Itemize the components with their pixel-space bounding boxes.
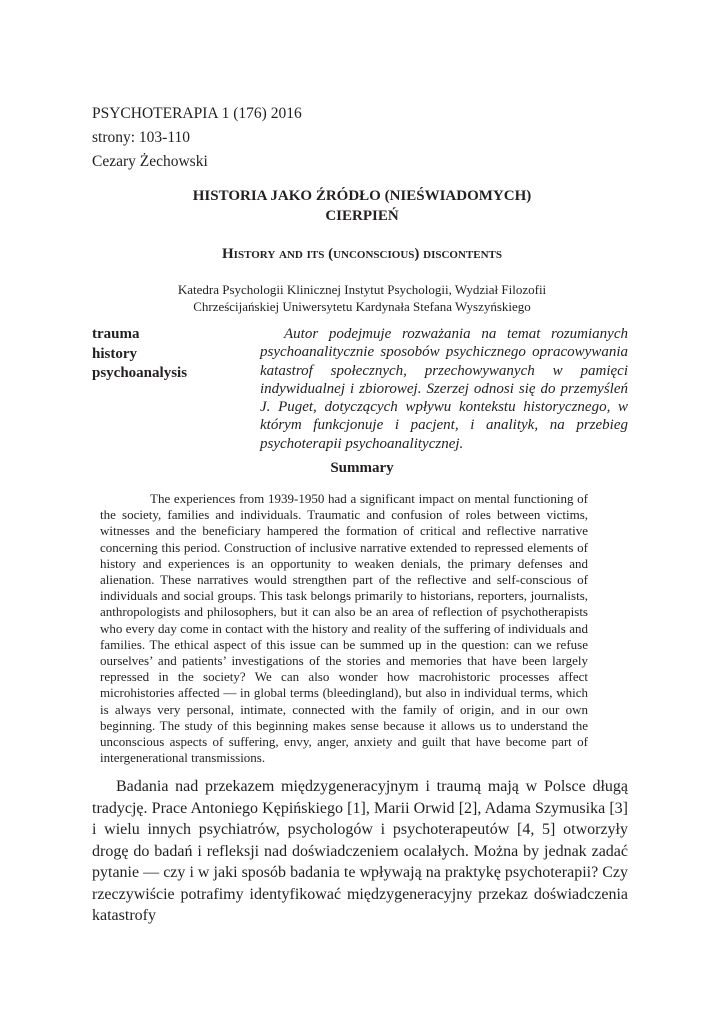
keywords xyxy=(92,325,187,384)
keyword: history xyxy=(92,345,137,362)
affiliation-line-1: Katedra Psychologii Klinicznej Instytut Psychologii, Wydział Filozofii xyxy=(177,282,547,297)
title-line-2: CIERPIEŃ xyxy=(325,208,399,224)
summary-heading: Summary xyxy=(330,460,394,476)
body-paragraph: Badania nad przekazem międzygeneracyjnym i traumą mają w Polsce długą tradycję. Prace Antoniego Kępińskiego [1], Marii Orwid [2], Adama Szymusika [3] i wielu innych psychiatrów, psychologów i psychoterapeutów [4, 5] otworzyły drogę do badań i refleksji nad doświadczeniem ocalałych. Można by jednak zadać pytanie — czy i w jaki sposób badania te wpływają na praktykę psychoterapii? Czy rzeczywiście potrafimy identyfikować międzygeneracyjny przekaz doświadczenia katastrofy xyxy=(92,778,628,924)
summary-text: The experiences from 1939-1950 had a significant impact on mental functioning of the society, families and individuals. Traumatic and confusion of roles between victims, witnesses and the beneficiary hampered the formation of critical and reflective narrative concerning this period. Construction of inclusive narrative extended to repressed elements of history and experiences is an opportunity to weaken denials, the primary defenses and alienation. These narratives would strengthen part of the reflective and self-conscious of individuals and social groups. This task belongs primarily to historians, reporters, journalists, anthropologists and philosophers, but it can also be an area of reflection of psychotherapists who every day come in contact with the history and reality of the suffering of individuals and families. The ethical aspect of this issue can be summed up in the question: can we refuse ourselves’ and patients’ investigations of the stories and memories that have been largely repressed in the society? We can also wonder how macrohistoric processes affect microhistories affected — in global terms (bleedingland), but also in individual terms, which is always very personal, intimate, connected with the family of origin, and in our own beginning. The study of this beginning makes sense because it allows us to understand the unconscious aspects of suffering, envy, anger, anxiety and guilt that have become part of intergenerational transmissions. xyxy=(100,491,588,766)
author-name: Cezary Żechowski xyxy=(92,153,208,170)
journal-citation: PSYCHOTERAPIA 1 (176) 2016 xyxy=(92,105,302,122)
article-title xyxy=(92,186,632,226)
polish-abstract: Autor podejmuje rozważania na temat rozumianych psychoanalitycznie sposobów psychicznego opracowywania katastrof społecznych, przechowywanych w pamięci indywidualnej i zbiorowej. Szerzej odnosi się do przemyśleń J. Puget, dotyczących wpływu kontekstu historycznego, w którym funkcjonuje i pacjent, i analityk, na przebieg psychoterapii psychoanalitycznej. xyxy=(260,326,628,452)
page-range: strony: 103-110 xyxy=(92,129,191,146)
english-title: History and its (unconscious) discontents xyxy=(222,246,502,262)
affiliation-line-2: Chrześcijańskiej Uniwersytetu Kardynała Stefana Wyszyńskiego xyxy=(193,299,531,314)
affiliation xyxy=(92,281,632,315)
keyword: psychoanalysis xyxy=(92,365,188,381)
keyword: trauma xyxy=(92,326,140,342)
article-header xyxy=(92,102,302,174)
title-line-1: HISTORIA JAKO ŹRÓDŁO (NIEŚWIADOMYCH) xyxy=(192,188,532,204)
